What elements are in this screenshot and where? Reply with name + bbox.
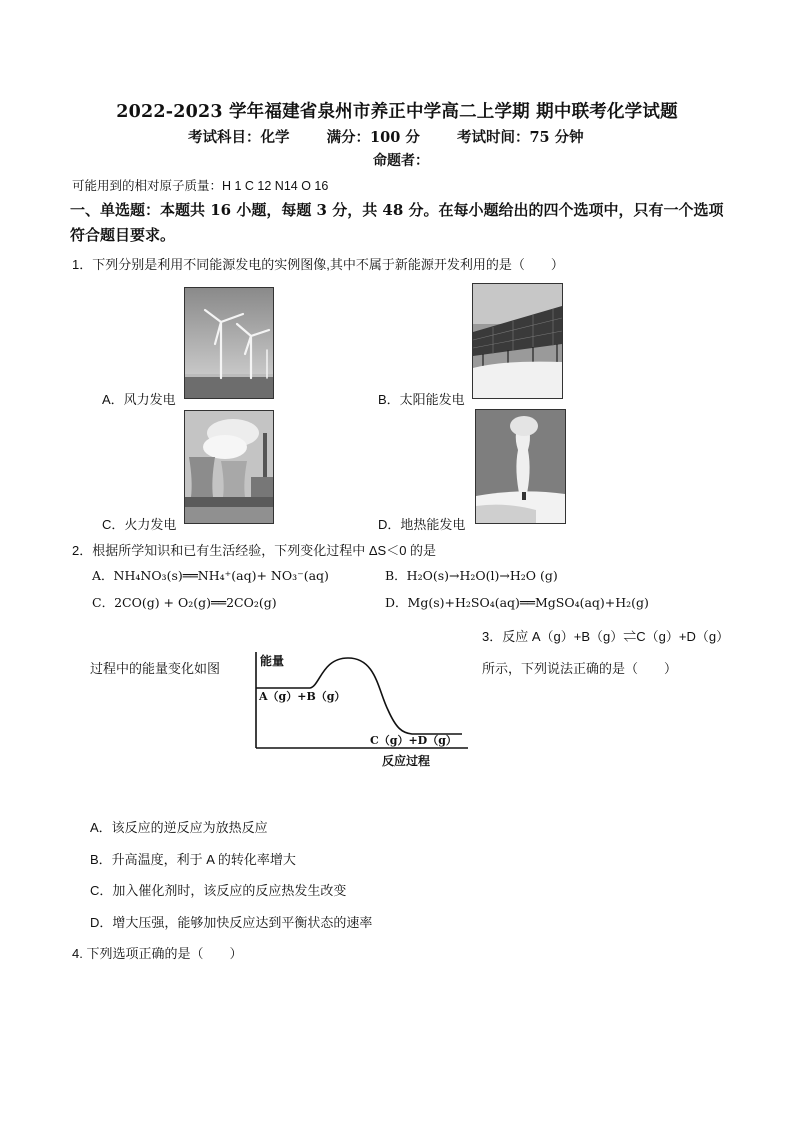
exam-time: 考试时间：75 分钟	[456, 129, 584, 146]
atomic-masses: 可能用到的相对原子质量：H 1 C 12 N14 O 16	[72, 179, 329, 193]
y-axis-label: 能量	[260, 654, 285, 668]
geothermal-power-image	[475, 409, 566, 524]
option-c-label: C．火力发电	[102, 517, 177, 532]
q3-option-c: C．加入催化剂时，该反应的反应热发生改变	[90, 883, 347, 898]
page-title: 2022-2023 学年福建省泉州市养正中学高二上学期 期中联考化学试题	[116, 102, 678, 122]
wind-power-image	[184, 287, 274, 399]
option-d-label: D．地热能发电	[378, 517, 466, 532]
exam-subject: 考试科目：化学	[188, 129, 290, 146]
exam-info	[188, 126, 616, 147]
question-2-stem: 2．根据所学知识和已有生活经验，下列变化过程中 ΔS＜0 的是	[72, 543, 437, 558]
product-label: C（g）+D（g）	[370, 734, 457, 747]
question-4-stem: 4. 下列选项正确的是（ ）	[72, 946, 243, 961]
question-1-stem: 1．下列分别是利用不同能源发电的实例图像,其中不属于新能源开发利用的是（ ）	[72, 257, 564, 272]
exam-score: 满分：100 分	[326, 129, 420, 146]
q2-option-c: C．2CO(g) + O₂(g)══2CO₂(g)	[92, 595, 277, 610]
q2-option-b: B．H₂O(s)→H₂O(l)→H₂O (g)	[385, 568, 558, 583]
author-line: 命题者：	[373, 153, 429, 169]
q3-option-a: A．该反应的逆反应为放热反应	[90, 820, 268, 835]
x-axis-label: 反应过程	[382, 754, 431, 768]
q2-option-d: D．Mg(s)+H₂SO₄(aq)══MgSO₄(aq)+H₂(g)	[385, 595, 649, 610]
section-heading: 一、单选题：本题共 16 小题，每题 3 分，共 48 分。在每小题给出的四个选项中，只有一个选项符合题目要求。	[70, 201, 724, 244]
question-3-stem-left: 过程中的能量变化如图	[90, 661, 221, 676]
q3-option-b: B．升高温度，利于 A 的转化率增大	[90, 852, 296, 867]
reactant-label: A（g）+B（g）	[259, 690, 346, 703]
question-3-stem: 3．反应 A（g）+B（g）⇌C（g）+D（g）	[482, 629, 730, 644]
q3-option-d: D．增大压强，能够加快反应达到平衡状态的速率	[90, 915, 373, 930]
energy-diagram	[250, 648, 472, 770]
solar-power-image	[472, 283, 563, 399]
option-a-label: A．风力发电	[102, 392, 176, 407]
question-3-stem-right: 所示，下列说法正确的是（ ）	[482, 661, 678, 676]
option-b-label: B．太阳能发电	[378, 392, 465, 407]
thermal-power-image	[184, 410, 274, 524]
q2-option-a: A．NH₄NO₃(s)══NH₄⁺(aq)+ NO₃⁻(aq)	[92, 568, 329, 583]
